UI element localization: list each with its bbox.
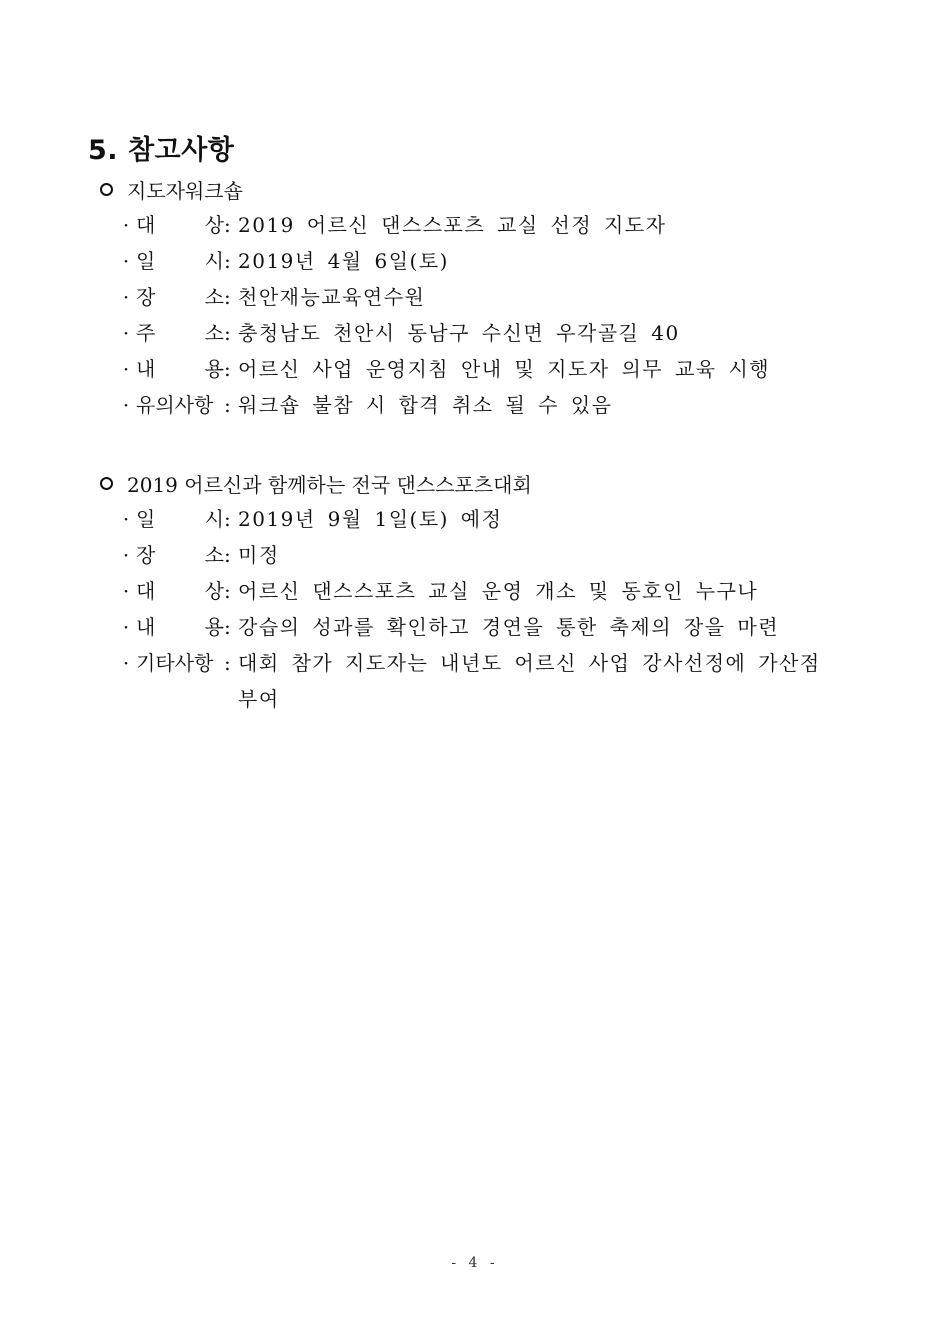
workshop-section: [100, 171, 828, 423]
item-value: 어르신 사업 운영지침 안내 및 지도자 의무 교육 시행: [238, 357, 771, 381]
list-item: [100, 243, 828, 279]
item-value: 대회 참가 지도자는 내년도 어르신 사업 강사선정에 가산점 부여: [238, 651, 821, 711]
item-label: 유의사항: [136, 393, 214, 417]
list-item: [100, 609, 828, 645]
item-dot: ·: [122, 579, 130, 603]
item-dot: ·: [122, 213, 130, 237]
item-dot: ·: [122, 543, 130, 567]
list-item: [100, 207, 828, 243]
item-value: 2019 어르신 댄스스포츠 교실 선정 지도자: [238, 213, 667, 237]
item-label: 기타사항: [136, 651, 214, 675]
competition-section: [100, 465, 828, 717]
item-value: 어르신 댄스스포츠 교실 운영 개소 및 동호인 누구나: [238, 579, 759, 603]
item-label: 내 용: [136, 615, 224, 639]
item-colon: :: [224, 651, 231, 675]
list-item: [100, 501, 828, 537]
item-value: 천안재능교육연수원: [238, 285, 426, 309]
item-colon: :: [224, 543, 231, 567]
item-dot: ·: [122, 507, 130, 531]
item-dot: ·: [122, 615, 130, 639]
item-colon: :: [224, 249, 231, 273]
item-value: 2019년 4월 6일(토): [238, 249, 449, 273]
item-colon: :: [224, 393, 231, 417]
item-value: 강습의 성과를 확인하고 경연을 통한 축제의 장을 마련: [238, 615, 780, 639]
item-label: 대 상: [136, 579, 224, 603]
item-colon: :: [224, 321, 231, 345]
item-dot: ·: [122, 357, 130, 381]
item-dot: ·: [122, 321, 130, 345]
item-colon: :: [224, 615, 231, 639]
item-value: 충청남도 천안시 동남구 수신면 우각골길 40: [238, 321, 680, 345]
item-dot: ·: [122, 651, 130, 675]
item-dot: ·: [122, 393, 130, 417]
item-colon: :: [224, 507, 231, 531]
item-value: 워크숍 불참 시 합격 취소 될 수 있음: [238, 393, 613, 417]
item-label: 대 상: [136, 213, 224, 237]
list-item: [100, 537, 828, 573]
competition-heading: 2019 어르신과 함께하는 전국 댄스스포츠대회: [127, 472, 532, 497]
item-colon: :: [224, 285, 231, 309]
item-colon: :: [224, 579, 231, 603]
workshop-heading-row: [100, 171, 828, 207]
item-label: 일 시: [136, 507, 224, 531]
item-label: 내 용: [136, 357, 224, 381]
circle-bullet-icon: [100, 183, 113, 196]
competition-heading-row: [100, 465, 828, 501]
workshop-heading: 지도자워크숍: [127, 178, 243, 203]
circle-bullet-icon: [100, 477, 113, 490]
item-colon: :: [224, 213, 231, 237]
list-item: [100, 645, 828, 717]
item-label: 주 소: [136, 321, 224, 345]
item-label: 일 시: [136, 249, 224, 273]
page-number: - 4 -: [451, 1255, 499, 1271]
list-item: [100, 279, 828, 315]
list-item: [100, 573, 828, 609]
list-item: [100, 315, 828, 351]
item-value: 미정: [238, 543, 280, 567]
list-item: [100, 387, 828, 423]
item-dot: ·: [122, 285, 130, 309]
item-value: 2019년 9월 1일(토) 예정: [238, 507, 503, 531]
item-colon: :: [224, 357, 231, 381]
item-dot: ·: [122, 249, 130, 273]
item-label: 장 소: [136, 285, 224, 309]
section-title: 5. 참고사항: [88, 135, 235, 166]
item-label: 장 소: [136, 543, 224, 567]
list-item: [100, 351, 828, 387]
